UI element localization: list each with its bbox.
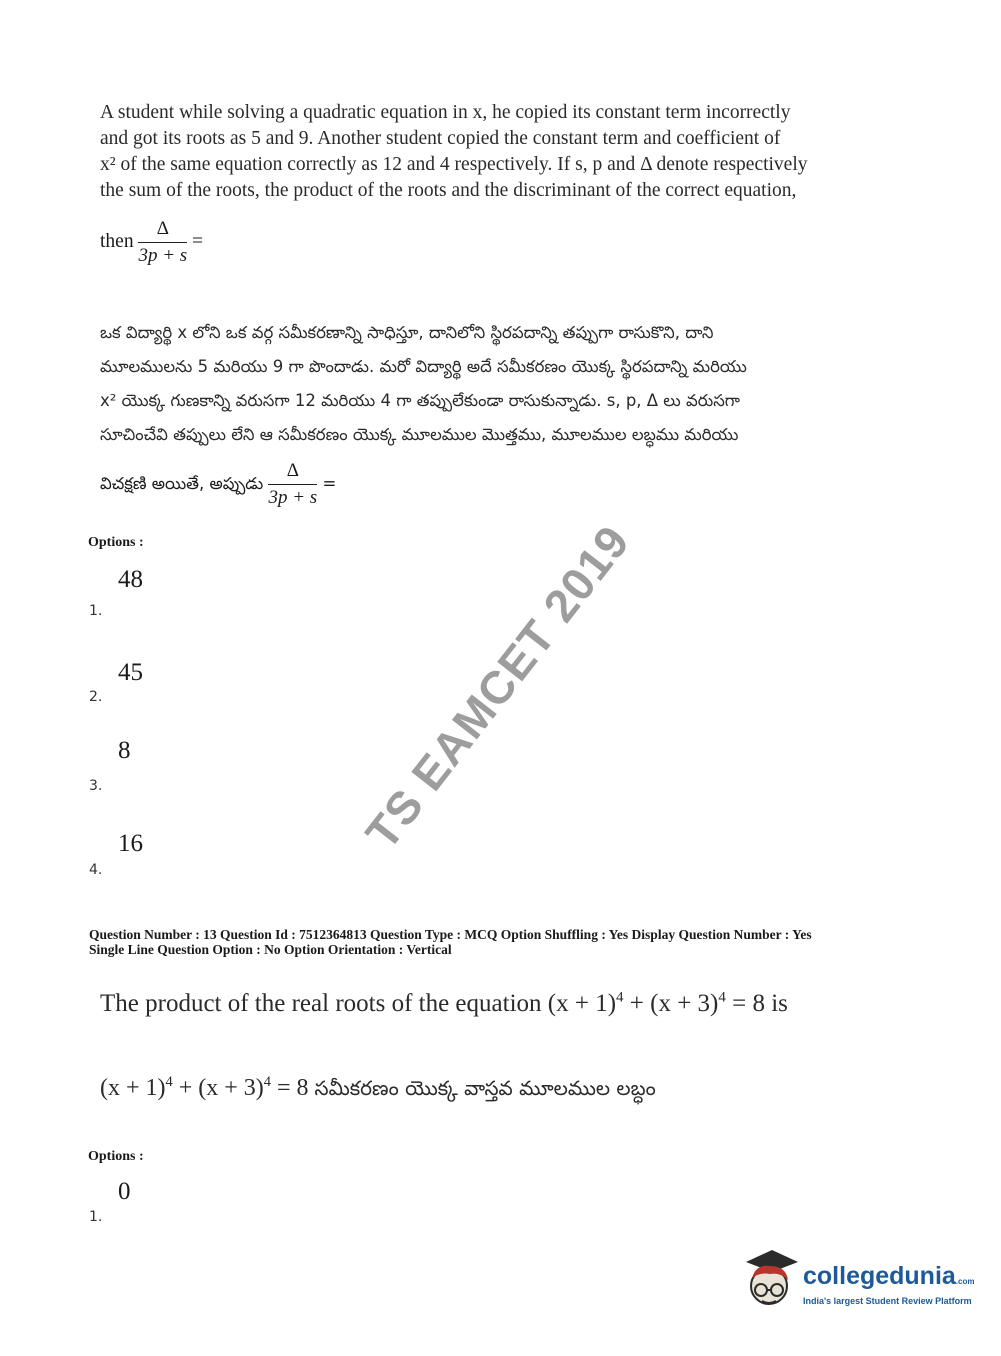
option-1-number: 1. <box>89 603 103 619</box>
q13-prefix: The product of the real roots of the equation (x + 1) <box>100 990 617 1017</box>
q13-option-1-number: 1. <box>89 1209 103 1225</box>
question-12-expression <box>100 218 203 267</box>
logo-tagline: India's largest Student Review Platform <box>803 1296 972 1306</box>
telugu-fraction <box>268 460 317 509</box>
question-13-meta <box>89 928 919 957</box>
question-12-line-4: the sum of the roots, the product of the roots and the discriminant of the correct equation, <box>100 180 797 201</box>
equals-sign: = <box>192 230 204 252</box>
telugu-fraction-denominator: 3p + s <box>268 487 318 508</box>
q13-exponent-1: 4 <box>616 989 624 1006</box>
fraction-numerator: Δ <box>138 218 187 243</box>
meta-line-2: Single Line Question Option : No Option Orientation : Vertical <box>89 941 452 957</box>
logo-name: collegedunia <box>803 1262 956 1290</box>
telugu-fraction-numerator: Δ <box>268 460 317 485</box>
q13-te-prefix: (x + 1) <box>100 1075 166 1101</box>
logo-wordmark <box>803 1262 974 1291</box>
q13-te-eq: = 8 <box>271 1075 315 1101</box>
question-13-telugu <box>100 1075 656 1105</box>
q13-middle: + (x + 3) <box>623 990 719 1017</box>
q13-suffix: = 8 is <box>725 990 788 1017</box>
telugu-equals-sign: = <box>322 474 337 493</box>
option-4-number: 4. <box>89 862 103 878</box>
q13-te-exponent-1: 4 <box>165 1074 173 1090</box>
telugu-line-3: x² యొక్క గుణకాన్ని వరుసగా 12 మరియు 4 గా తప్పులేకుండా రాసుకున్నాడు. s, p, Δ లు వరుసగా <box>100 391 740 410</box>
telugu-line-1: ఒక విద్యార్థి x లోని ఒక వర్గ సమీకరణాన్ని సాధిస్తూ, దానిలోని స్థిరపదాన్ని తప్పుగా రాసుకొని, దాని <box>100 323 714 342</box>
logo-suffix: .com <box>955 1277 975 1286</box>
then-word: then <box>100 230 134 252</box>
question-13-english <box>100 990 788 1018</box>
collegedunia-mascot-icon <box>742 1248 800 1310</box>
option-4-value[interactable]: 16 <box>118 830 143 857</box>
q13-option-1-value[interactable]: 0 <box>118 1178 131 1205</box>
question-12-line-2: and got its roots as 5 and 9. Another student copied the constant term and coefficient of <box>100 128 781 149</box>
watermark: TS EAMCET 2019 <box>355 515 640 859</box>
question-12-english <box>100 100 870 204</box>
options-label-q12: Options : <box>88 535 144 550</box>
question-12-telugu <box>100 316 860 452</box>
option-3-value[interactable]: 8 <box>118 737 131 764</box>
question-12-line-1: A student while solving a quadratic equation in x, he copied its constant term incorrectly <box>100 102 791 123</box>
telugu-line-2: మూలములను 5 మరియు 9 గా పొందాడు. మరో విద్యార్థి అదే సమీకరణం యొక్క స్థిరపదాన్ని మరియు <box>100 357 747 376</box>
q13-exponent-2: 4 <box>718 989 726 1006</box>
fraction <box>138 218 187 267</box>
options-label-q13: Options : <box>88 1149 144 1164</box>
telugu-then: విచక్షణి అయితే, అప్పుడు <box>100 474 264 493</box>
question-12-line-3: x² of the same equation correctly as 12 and 4 respectively. If s, p and Δ denote respectively <box>100 154 808 175</box>
option-2-value[interactable]: 45 <box>118 659 143 686</box>
option-1-value[interactable]: 48 <box>118 566 143 593</box>
option-2-number: 2. <box>89 689 103 705</box>
meta-line-1: Question Number : 13 Question Id : 7512364813 Question Type : MCQ Option Shuffling : Yes Display Question Number : Yes <box>89 927 812 942</box>
telugu-line-4: సూచించేవి తప్పులు లేని ఆ సమీకరణం యొక్క మూలముల మొత్తము, మూలముల లబ్ధము మరియు <box>100 425 739 444</box>
telugu-expression <box>100 460 336 509</box>
q13-te-middle: + (x + 3) <box>172 1075 264 1101</box>
fraction-denominator: 3p + s <box>138 245 188 266</box>
option-3-number: 3. <box>89 778 103 794</box>
q13-te-exponent-2: 4 <box>263 1074 271 1090</box>
q13-te-text: సమీకరణం యొక్క వాస్తవ మూలముల లబ్ధం <box>314 1076 656 1100</box>
